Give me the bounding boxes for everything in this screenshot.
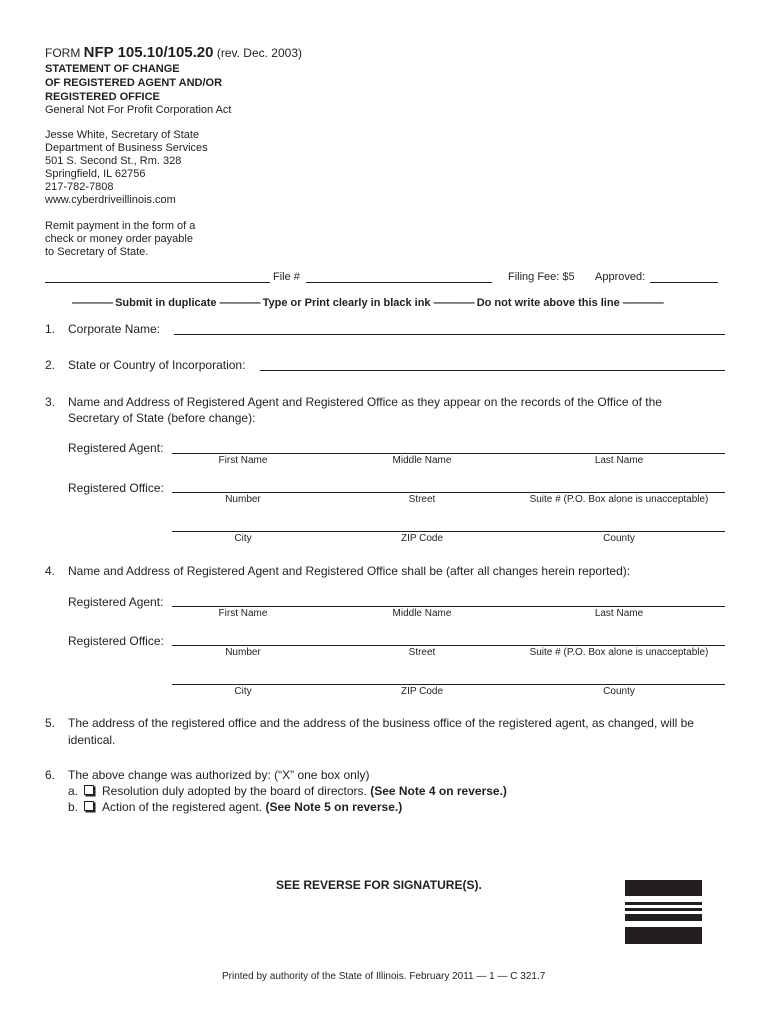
address-line-3: 501 S. Second St., Rm. 328: [45, 155, 182, 167]
corporate-name-field[interactable]: [174, 334, 725, 335]
caption-city: City: [234, 686, 252, 697]
registered-office-label-after: Registered Office:: [68, 634, 164, 648]
q2-number: 2.: [45, 358, 56, 372]
address-line-2: Department of Business Services: [45, 142, 208, 154]
form-revision: (rev. Dec. 2003): [216, 46, 302, 60]
see-reverse-notice: SEE REVERSE FOR SIGNATURE(S).: [276, 878, 482, 892]
scan-marker-bar: [625, 880, 702, 896]
option-b-note: (See Note 5 on reverse.): [265, 800, 403, 814]
title-line-2: OF REGISTERED AGENT AND/OR: [45, 77, 223, 89]
dash-1: ————: [72, 297, 112, 309]
address-website[interactable]: www.cyberdriveillinois.com: [45, 194, 176, 206]
address-line-1: Jesse White, Secretary of State: [45, 129, 200, 141]
caption-middle-name: Middle Name: [392, 608, 452, 619]
caption-last-name: Last Name: [594, 455, 644, 466]
q6-text: The above change was authorized by: (“X” one box only): [68, 768, 370, 782]
caption-county: County: [603, 533, 635, 544]
submit-duplicate: Submit in duplicate: [115, 297, 217, 309]
approved-field[interactable]: [650, 282, 718, 283]
option-a-note: (See Note 4 on reverse.): [370, 784, 507, 798]
city-zip-county-field-after[interactable]: [172, 684, 725, 685]
type-print: Type or Print clearly in black ink: [262, 297, 431, 309]
dash-2: ————: [219, 297, 260, 309]
caption-middle-name: Middle Name: [392, 455, 452, 466]
dash-4: ————: [622, 297, 663, 309]
caption-zip: ZIP Code: [400, 533, 444, 544]
remit-line-3: to Secretary of State.: [45, 246, 149, 258]
scan-marker-bar: [625, 908, 702, 911]
printed-by-line: Printed by authority of the State of Illinois. February 2011 — 1 — C 321.7: [222, 971, 546, 982]
dash-3: ————: [433, 297, 474, 309]
city-zip-county-field-before[interactable]: [172, 531, 725, 532]
option-b-letter: b.: [68, 800, 79, 814]
file-number-label: File #: [273, 271, 300, 283]
caption-city: City: [234, 533, 252, 544]
scan-marker-bar: [625, 902, 702, 905]
office-blank-field[interactable]: [45, 282, 270, 283]
registered-agent-field-before[interactable]: [172, 453, 725, 454]
approved-label: Approved:: [595, 271, 646, 283]
form-number: NFP 105.10/105.20: [83, 44, 214, 61]
option-a-letter: a.: [68, 784, 79, 798]
caption-suite: Suite # (P.O. Box alone is unacceptable): [529, 647, 709, 658]
q3-number: 3.: [45, 395, 56, 409]
scan-marker-bar: [625, 927, 702, 944]
q3-text-line-2: Secretary of State (before change):: [68, 411, 256, 425]
q4-text: Name and Address of Registered Agent and Registered Office shall be (after all changes herein reported):: [68, 564, 631, 578]
option-a-checkbox[interactable]: [84, 785, 94, 795]
do-not-write: Do not write above this line: [476, 297, 620, 309]
registered-office-label-before: Registered Office:: [68, 481, 164, 495]
title-line-3: REGISTERED OFFICE: [45, 91, 160, 103]
caption-street: Street: [408, 647, 436, 658]
caption-number: Number: [225, 647, 261, 658]
remit-line-1: Remit payment in the form of a: [45, 220, 196, 232]
registered-office-field-before[interactable]: [172, 492, 725, 493]
q5-number: 5.: [45, 716, 56, 730]
registered-agent-label-before: Registered Agent:: [68, 441, 164, 455]
form-prefix: FORM: [45, 46, 81, 60]
q6-number: 6.: [45, 768, 56, 782]
scan-marker-bar: [625, 914, 702, 921]
filing-fee: Filing Fee: $5: [508, 271, 575, 283]
caption-first-name: First Name: [218, 608, 268, 619]
q1-number: 1.: [45, 322, 56, 336]
option-a-text: Resolution duly adopted by the board of directors.: [102, 784, 367, 798]
title-line-1: STATEMENT OF CHANGE: [45, 63, 180, 75]
form-title: [45, 44, 302, 61]
option-b-row: [68, 800, 402, 814]
remit-line-2: check or money order payable: [45, 233, 193, 245]
act-name: General Not For Profit Corporation Act: [45, 104, 232, 116]
registered-office-field-after[interactable]: [172, 645, 725, 646]
q5-text-line-2: identical.: [68, 733, 116, 747]
option-b-text: Action of the registered agent.: [102, 800, 263, 814]
q4-number: 4.: [45, 564, 56, 578]
registered-agent-label-after: Registered Agent:: [68, 595, 164, 609]
q3-text-line-1: Name and Address of Registered Agent and Registered Office as they appear on the records of the Office of the: [68, 395, 662, 409]
caption-street: Street: [408, 494, 436, 505]
caption-county: County: [603, 686, 635, 697]
option-a-row: [68, 784, 507, 798]
caption-first-name: First Name: [218, 455, 268, 466]
caption-number: Number: [225, 494, 261, 505]
option-b-checkbox[interactable]: [84, 801, 94, 811]
state-country-field[interactable]: [260, 370, 725, 371]
q1-label: Corporate Name:: [68, 322, 161, 336]
q5-text-line-1: The address of the registered office and the address of the business office of the registered agent, as changed, will be: [68, 716, 694, 730]
caption-suite: Suite # (P.O. Box alone is unacceptable): [529, 494, 709, 505]
address-line-4: Springfield, IL 62756: [45, 168, 146, 180]
instructions-line: [72, 297, 663, 310]
registered-agent-field-after[interactable]: [172, 606, 725, 607]
q2-label: State or Country of Incorporation:: [68, 358, 246, 372]
address-line-5: 217-782-7808: [45, 181, 114, 193]
file-number-field[interactable]: [306, 282, 492, 283]
caption-zip: ZIP Code: [400, 686, 444, 697]
caption-last-name: Last Name: [594, 608, 644, 619]
